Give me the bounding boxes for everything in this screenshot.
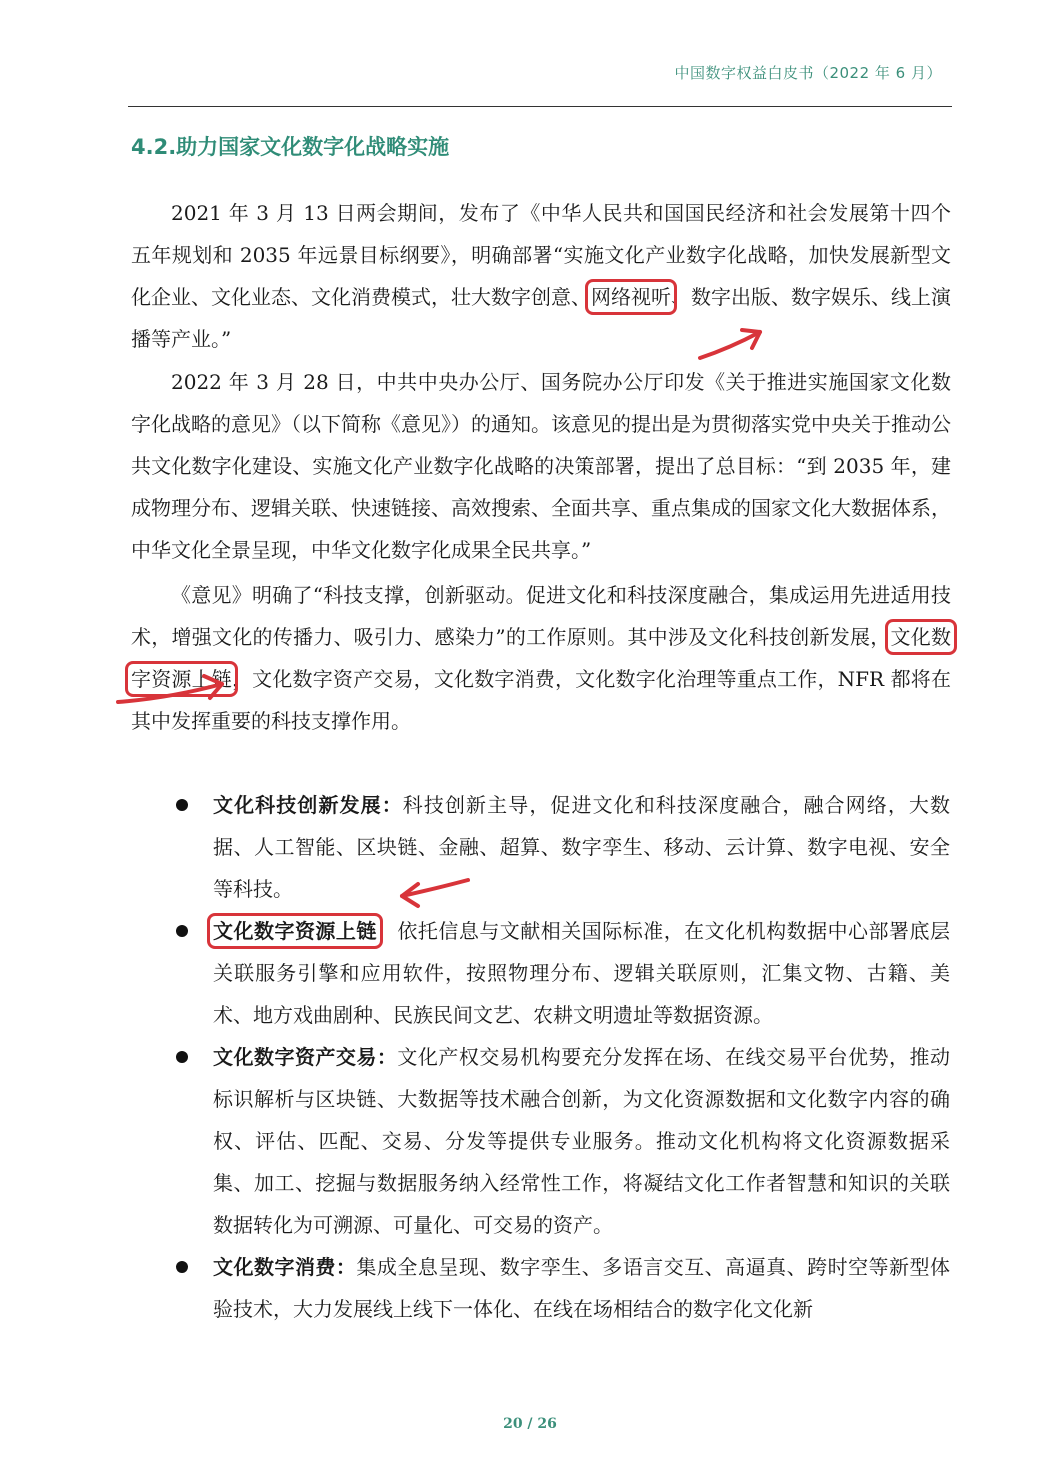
header-divider — [128, 106, 952, 107]
annotation-arrow-icon — [110, 664, 240, 714]
bullet-text: 集成全息呈现、数字孪生、多语言交互、高逼真、跨时空等新型体验技术，大力发展线上线下一体化、在线在场相结合的数字化文化新 — [213, 1255, 951, 1321]
bullet-text: ：依托信息与文献相关国际标准，在文化机构数据中心部署底层关联服务引擎和应用软件，按照物理分布、逻辑关联原则，汇集文物、古籍、美术、地方戏曲剧种、民族民间文艺、农耕文明遗址等数据资源。 — [213, 919, 951, 1027]
paragraph-3 — [131, 574, 951, 742]
section-title: 4.2.助力国家文化数字化战略实施 — [131, 135, 450, 159]
bullet-dot-icon — [176, 799, 188, 811]
bullet-term: 文化数字消费： — [213, 1255, 357, 1279]
bullet-dot-icon — [176, 925, 188, 937]
paragraph-1-text-a: 2021 年 3 月 13 日两会期间，发布了《中华人民共和国国民经济和社会发展第十四个五年规划和 2035 年远景目标纲要》，明确部署“实施文化产业数字化战略，加快发展新型文化企业、文化业态、文化消费模式，壮大数字创意、 — [131, 201, 951, 309]
highlight-box-resource-onchain: 文化数字资源上链 — [131, 625, 952, 691]
bullet-list — [170, 784, 950, 1330]
page-number: 20 / 26 — [503, 1416, 557, 1432]
bullet-text: 科技创新主导，促进文化和科技深度融合，融合网络，大数据、人工智能、区块链、金融、超算、数字孪生、移动、云计算、数字电视、安全等科技。 — [213, 793, 951, 901]
bullet-dot-icon — [176, 1051, 188, 1063]
paragraph-3-text-a: 《意见》明确了“科技支撑，创新驱动。促进文化和科技深度融合，集成运用先进适用技术，增强文化的传播力、吸引力、感染力”的工作原则。其中涉及文化科技创新发展， — [131, 583, 951, 649]
annotation-arrow-icon — [690, 318, 780, 368]
bullet-term: 文化科技创新发展： — [213, 793, 403, 817]
paragraph-2: 2022 年 3 月 28 日，中共中央办公厅、国务院办公厅印发《关于推进实施国家文化数字化战略的意见》（以下简称《意见》）的通知。该意见的提出是为贯彻落实党中央关于推动公共文化数字化建设、实施文化产业数字化战略的决策部署，提出了总目标：“到 2035 年，建成物理分布、逻辑关联、快速链接、高效搜索、全面共享、重点集成的国家文化大数据体系，中华文化全景呈现，中华文化数字化成果全民共享。” — [131, 370, 951, 562]
paragraph-1-text-b: 、数字出版、数字娱乐、线上演播等产业。” — [131, 285, 951, 351]
bullet-term: 文化数字资产交易： — [213, 1045, 398, 1069]
list-item — [170, 1246, 950, 1330]
paragraph-1 — [131, 192, 951, 360]
highlight-box-network-audiovisual: 网络视听 — [591, 285, 671, 309]
document-header-title: 中国数字权益白皮书（2022 年 6 月） — [674, 64, 942, 82]
list-item — [170, 784, 950, 910]
list-item — [170, 910, 950, 1036]
highlight-box-bullet-term: 文化数字资源上链 — [213, 919, 377, 943]
bullet-text: 文化产权交易机构要充分发挥在场、在线交易平台优势，推动标识解析与区块链、大数据等技术融合创新，为文化资源数据和文化数字内容的确权、评估、匹配、交易、分发等提供专业服务。推动文化机构将文化资源数据采集、加工、挖掘与数据服务纳入经常性工作，将凝结文化工作者智慧和知识的关联数据转化为可溯源、可量化、可交易的资产。 — [213, 1045, 951, 1237]
annotation-arrow-icon — [388, 872, 478, 912]
paragraph-3-text-b: ，文化数字资产交易，文化数字消费，文化数字化治理等重点工作，NFR 都将在其中发挥重要的科技支撑作用。 — [131, 667, 952, 733]
bullet-dot-icon — [176, 1261, 188, 1273]
list-item — [170, 1036, 950, 1246]
